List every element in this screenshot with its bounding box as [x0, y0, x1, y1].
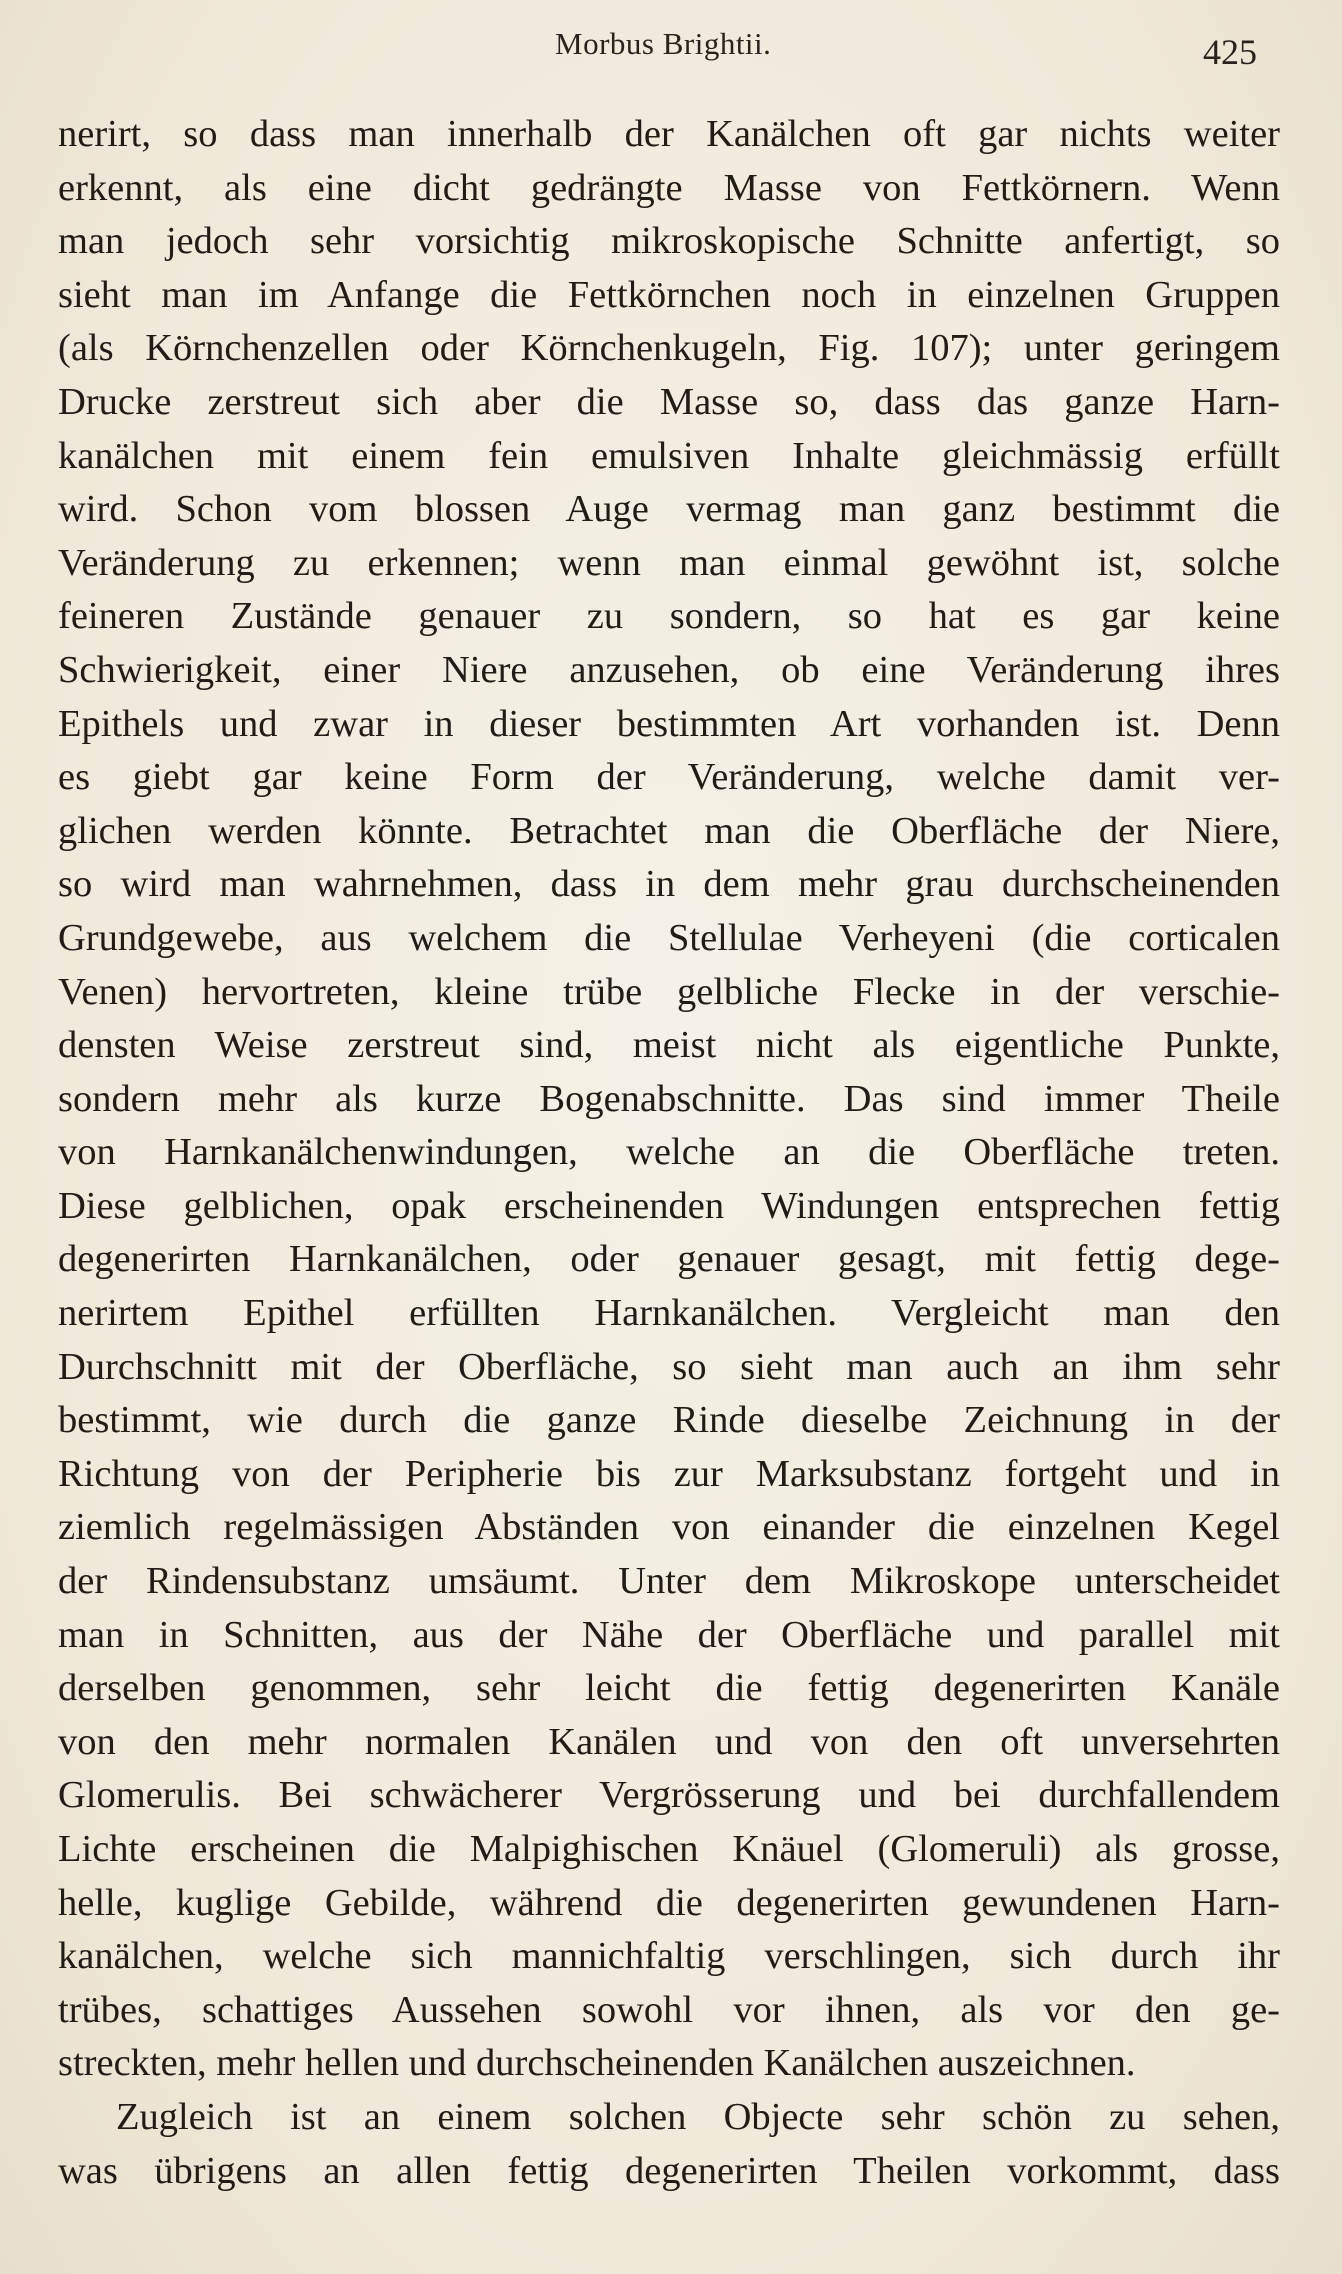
text-line: von den mehr normalen Kanälen und von den oft unversehrten: [58, 1720, 1280, 1763]
text-line: Richtung von der Peripherie bis zur Marksubstanz fortgeht und in: [58, 1452, 1280, 1495]
text-line: Zugleich ist an einem solchen Objecte sehr schön zu sehen,: [116, 2095, 1280, 2138]
text-line: Veränderung zu erkennen; wenn man einmal gewöhnt ist, solche: [58, 541, 1280, 584]
text-line: helle, kuglige Gebilde, während die degenerirten gewundenen Harn-: [58, 1881, 1280, 1924]
running-head: [0, 22, 1342, 72]
text-line: trübes, schattiges Aussehen sowohl vor ihnen, als vor den ge-: [58, 1988, 1280, 2031]
text-line: Drucke zerstreut sich aber die Masse so, dass das ganze Harn-: [58, 380, 1280, 423]
text-line: streckten, mehr hellen und durchscheinenden Kanälchen auszeichnen.: [58, 2042, 1136, 2085]
text-line: Venen) hervortreten, kleine trübe gelbliche Flecke in der verschie-: [58, 970, 1280, 1013]
page-number: 425: [1203, 32, 1257, 72]
text-line: man jedoch sehr vorsichtig mikroskopische Schnitte anfertigt, so: [58, 220, 1280, 263]
text-line: densten Weise zerstreut sind, meist nicht als eigentliche Punkte,: [58, 1024, 1280, 1067]
text-line: Diese gelblichen, opak erscheinenden Windungen entsprechen fettig: [58, 1184, 1280, 1227]
body-text: [58, 108, 1280, 2198]
text-line: degenerirten Harnkanälchen, oder genauer gesagt, mit fettig dege-: [58, 1238, 1280, 1281]
text-line: Epithels und zwar in dieser bestimmten Art vorhanden ist. Denn: [58, 702, 1280, 745]
text-line: sondern mehr als kurze Bogenabschnitte. Das sind immer Theile: [58, 1077, 1280, 1120]
text-line: nerirt, so dass man innerhalb der Kanälchen oft gar nichts weiter: [58, 113, 1280, 155]
text-line: Schwierigkeit, einer Niere anzusehen, ob eine Veränderung ihres: [58, 648, 1280, 691]
text-line: sieht man im Anfange die Fettkörnchen noch in einzelnen Gruppen: [58, 273, 1280, 316]
text-line: bestimmt, wie durch die ganze Rinde dieselbe Zeichnung in der: [58, 1399, 1280, 1442]
text-line: kanälchen, welche sich mannichfaltig verschlingen, sich durch ihr: [58, 1935, 1280, 1978]
text-line: man in Schnitten, aus der Nähe der Oberfläche und parallel mit: [58, 1613, 1280, 1656]
running-title: Morbus Brightii.: [555, 26, 772, 61]
text-line: nerirtem Epithel erfüllten Harnkanälchen. Vergleicht man den: [58, 1292, 1280, 1335]
text-line: wird. Schon vom blossen Auge vermag man ganz bestimmt die: [58, 488, 1280, 531]
text-line: der Rindensubstanz umsäumt. Unter dem Mikroskope unterscheidet: [58, 1560, 1280, 1603]
text-line: Durchschnitt mit der Oberfläche, so sieht man auch an ihm sehr: [58, 1345, 1280, 1388]
text-line: erkennt, als eine dicht gedrängte Masse von Fettkörnern. Wenn: [58, 166, 1280, 209]
text-line: es giebt gar keine Form der Veränderung, welche damit ver-: [58, 756, 1280, 799]
text-line: (als Körnchenzellen oder Körnchenkugeln, Fig. 107); unter geringem: [58, 327, 1280, 370]
text-line: was übrigens an allen fettig degenerirten Theilen vorkommt, dass: [58, 2149, 1280, 2192]
text-line: von Harnkanälchenwindungen, welche an die Oberfläche treten.: [58, 1131, 1280, 1174]
text-line: Grundgewebe, aus welchem die Stellulae Verheyeni (die corticalen: [58, 916, 1280, 959]
text-line: Lichte erscheinen die Malpighischen Knäuel (Glomeruli) als grosse,: [58, 1828, 1280, 1870]
text-line: ziemlich regelmässigen Abständen von einander die einzelnen Kegel: [58, 1506, 1280, 1549]
text-line: derselben genommen, sehr leicht die fettig degenerirten Kanäle: [58, 1667, 1280, 1710]
text-line: kanälchen mit einem fein emulsiven Inhalte gleichmässig erfüllt: [58, 434, 1280, 477]
text-line: so wird man wahrnehmen, dass in dem mehr grau durchscheinenden: [58, 863, 1280, 906]
text-line: Glomerulis. Bei schwächerer Vergrösserung und bei durchfallendem: [58, 1774, 1280, 1817]
text-line: feineren Zustände genauer zu sondern, so hat es gar keine: [58, 595, 1280, 638]
text-line: glichen werden könnte. Betrachtet man die Oberfläche der Niere,: [58, 809, 1280, 852]
